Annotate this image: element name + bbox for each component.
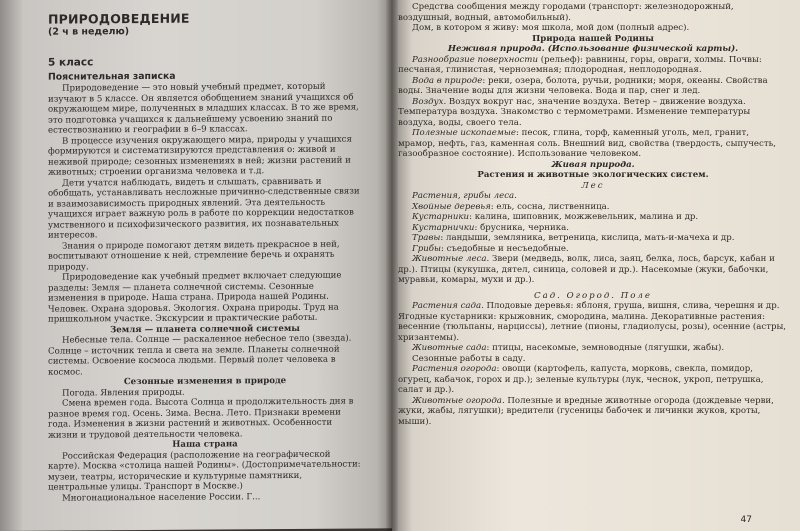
heading-seasons: Сезонные изменения в природе xyxy=(123,376,287,388)
text-garden-plants: . Плодовые деревья: яблоня, груша, вишня, слива, черешня и др. Ягодные кустарники: крыжовник, смородина, малина. Декоративные растения: весенние (тюльпаны, нарциссы), летние (пионы, гладиолусы, розы), осенние (астры, хризантемы). xyxy=(398,301,787,343)
heading-country: Наша страна xyxy=(172,439,238,450)
paragraph-sections: Природоведение как учебный предмет включает следующие разделы: Земля — планета солнечной системы. Сезонные изменения в природе. Наша страна. Природа нашей Родины. Человек. Охрана здоровья. Экология. Охрана природы. Труд на пришкольном участке. Экскурсии и практические работы. xyxy=(48,270,342,325)
paragraph-skills: Дети учатся наблюдать, видеть и слышать, сравнивать и обобщать, устанавливать несложные причинно-следственные связи и взаимозависимость природных явлений. Эта деятельность учащихся играет важную роль в работе по коррекции недостатков умственного и психофизического развития, их познавательных интересов. xyxy=(48,176,360,241)
paragraph-earth: Небесные тела. Солнце — раскаленное небесное тело (звезда). Солнце – источник тепла и света на земле. Планеты солнечной системы. Освоение космоса людьми. Первый полет человека в космос. xyxy=(48,333,352,378)
right-page-column xyxy=(398,2,788,427)
term-garden-animals: Животные сада xyxy=(412,343,487,353)
heading-forest: Лес xyxy=(581,180,605,191)
term-vegetable-plants: Растения огорода xyxy=(412,364,497,374)
term-minerals: Полезные ископаемые xyxy=(412,128,516,138)
term-air: Воздух. xyxy=(412,96,447,107)
paragraph-garden-plants xyxy=(398,301,788,343)
paragraph-weather: Погода. Явления природы. xyxy=(62,387,185,399)
paragraph-population: Многонациональное население России. Г... xyxy=(62,491,261,504)
paragraph-mushrooms xyxy=(398,244,788,255)
paragraph-forest-plants: Растения, грибы леса. xyxy=(412,191,517,201)
grade-heading: 5 класс xyxy=(48,56,94,69)
paragraph-garden-work: Сезонные работы в саду. xyxy=(412,353,526,364)
text-herbs: : ландыши, земляника, ветреница, кислица, мать-и-мачеха и др. xyxy=(440,233,735,243)
paragraph-intro: Природоведение — это новый учебный предмет, который изучают в 5 классе. Он является обобщением знаний учащихся об окружающем мире, полученных в младших классах. В то же время, это подготовка учащихся к дальнейшему усвоению знаний по естествознанию и географии в 6–9 классах. xyxy=(48,81,359,136)
paragraph-shrubs xyxy=(398,212,788,223)
left-page xyxy=(0,0,392,531)
paragraph-surface xyxy=(398,55,788,76)
term-herbs: Травы xyxy=(412,233,441,243)
text-water: : реки, озера, болота, ручьи, родники; моря, океаны. Свойства воды. Значение воды для жизни человека. Вода и пар, снег и лед. xyxy=(398,75,768,96)
paragraph-transport: Средства сообщения между городами (транспорт: железнодорожный, воздушный, водный, автомобильный). xyxy=(398,2,734,23)
right-page xyxy=(392,0,800,531)
paragraph-water xyxy=(398,76,788,97)
heading-ecosystems: Растения и животные экологических систем. xyxy=(477,170,709,180)
text-forest-animals: . Звери (медведь, волк, лиса, заяц, белка, лось, барсук, кабан и др.). Птицы (кукушка, дятел, синица, соловей и др.). Насекомые (жуки, бабочки, муравьи, комары, мухи и др.). xyxy=(398,254,775,285)
term-vegetable-animals: Животные огорода xyxy=(412,395,502,406)
paragraph-formation: В процессе изучения окружающего мира, природы у учащихся формируются и систематизируются представления о: живой и неживой природе; сезонных изменениях в ней; жизни растений и животных; строении организма человека и т.д. xyxy=(48,134,352,178)
section-title: ПРИРОДОВЕДЕНИЕ xyxy=(48,10,190,27)
heading-living: Живая природа. xyxy=(551,159,635,170)
heading-native-nature: Природа нашей Родины xyxy=(532,33,654,44)
heading-garden: Сад. Огород. Поле xyxy=(534,290,652,301)
paragraph-seasons: Смена времен года. Высота Солнца и продолжительность дня в разное время год. Осень. Зима. Весна. Лето. Признаки времени года. Изменения в жизни растений и животных. Особенности жизни и трудовой деятельности человека. xyxy=(48,396,354,441)
book-gutter xyxy=(386,0,398,531)
paragraph-conifers xyxy=(398,202,788,213)
paragraph-air xyxy=(398,97,788,129)
paragraph-vegetable-animals xyxy=(398,396,788,428)
paragraph-vegetable-plants xyxy=(398,364,788,396)
heading-nonliving: Неживая природа. (Использование физической карты). xyxy=(447,44,739,54)
paragraph-garden-animals xyxy=(398,343,788,354)
text-subshrubs: : брусника, черника. xyxy=(474,222,569,233)
text-shrubs: : калина, шиповник, можжевельник, малина и др. xyxy=(469,212,699,222)
text-vegetable-animals: . Полезные и вредные животные огорода (дождевые черви, жуки, жабы, лягушки); вредители (гусеницы бабочек и личинки жуков, кроты, мыши). xyxy=(398,395,774,427)
heading-earth: Земля — планета солнечной системы xyxy=(110,323,300,335)
page-number: 47 xyxy=(740,515,752,525)
text-air: Воздух вокруг нас, значение воздуха. Ветер – движение воздуха. Температура воздуха. Знакомство с термометрами. Изменение температуры воздуха, воды, своего тела. xyxy=(398,96,751,128)
term-surface: Разнообразие поверхности xyxy=(412,54,538,65)
term-shrubs: Кустарники xyxy=(412,212,470,222)
paragraph-knowledge: Знания о природе помогают детям видеть прекрасное в ней, воспитывают отношение к ней, стремление беречь и охранять природу. xyxy=(48,239,340,273)
text-surface: (рельеф): равнины, горы, овраги, холмы. Почвы: песчаная, глинистая, черноземная; плодородная, неплодородная. xyxy=(398,54,762,75)
term-conifers: Хвойные деревья xyxy=(412,201,491,212)
text-garden-animals: : птицы, насекомые, земноводные (лягушки, жабы). xyxy=(486,343,725,353)
paragraph-home: Дом, в котором я живу: моя школа, мой дом (полный адрес). xyxy=(412,23,690,33)
paragraph-herbs xyxy=(398,233,788,244)
text-vegetable-plants: : овощи (картофель, капуста, морковь, свекла, помидор, огурец, кабачок, горох и др.); зеленые культуры (лук, чеснок, укроп, петрушка, салат и др.). xyxy=(398,364,764,395)
paragraph-subshrubs xyxy=(398,223,788,234)
text-conifers: : ель, сосна, лиственница. xyxy=(490,201,610,212)
term-subshrubs: Кустарнички xyxy=(412,222,475,233)
text-minerals: : песок, глина, торф, каменный уголь, мел, гранит, мрамор, нефть, газ, каменная соль. Внешний вид, свойства (твердость, сыпучесть, газообразное состояние). Использование человеком. xyxy=(398,128,776,159)
term-water: Вода в природе xyxy=(412,75,483,86)
note-heading: Пояснительная записка xyxy=(48,70,176,83)
term-garden-plants: Растения сада xyxy=(412,301,482,311)
paragraph-minerals xyxy=(398,128,788,160)
text-mushrooms: : съедобные и несъедобные. xyxy=(440,243,569,254)
paragraph-russia: Российская Федерация (расположение на географической карте). Москва «столица нашей Родины». (Достопримечательности: музеи, театры, исторические и культурные памятники, центральные улицы. Транспорт в Москве.) xyxy=(48,449,361,493)
term-mushrooms: Грибы xyxy=(412,243,441,254)
section-hours: (2 ч в неделю) xyxy=(48,26,130,38)
paragraph-forest-animals xyxy=(398,254,788,286)
term-forest-animals: Животные леса xyxy=(412,254,487,264)
left-page-column xyxy=(48,3,362,503)
